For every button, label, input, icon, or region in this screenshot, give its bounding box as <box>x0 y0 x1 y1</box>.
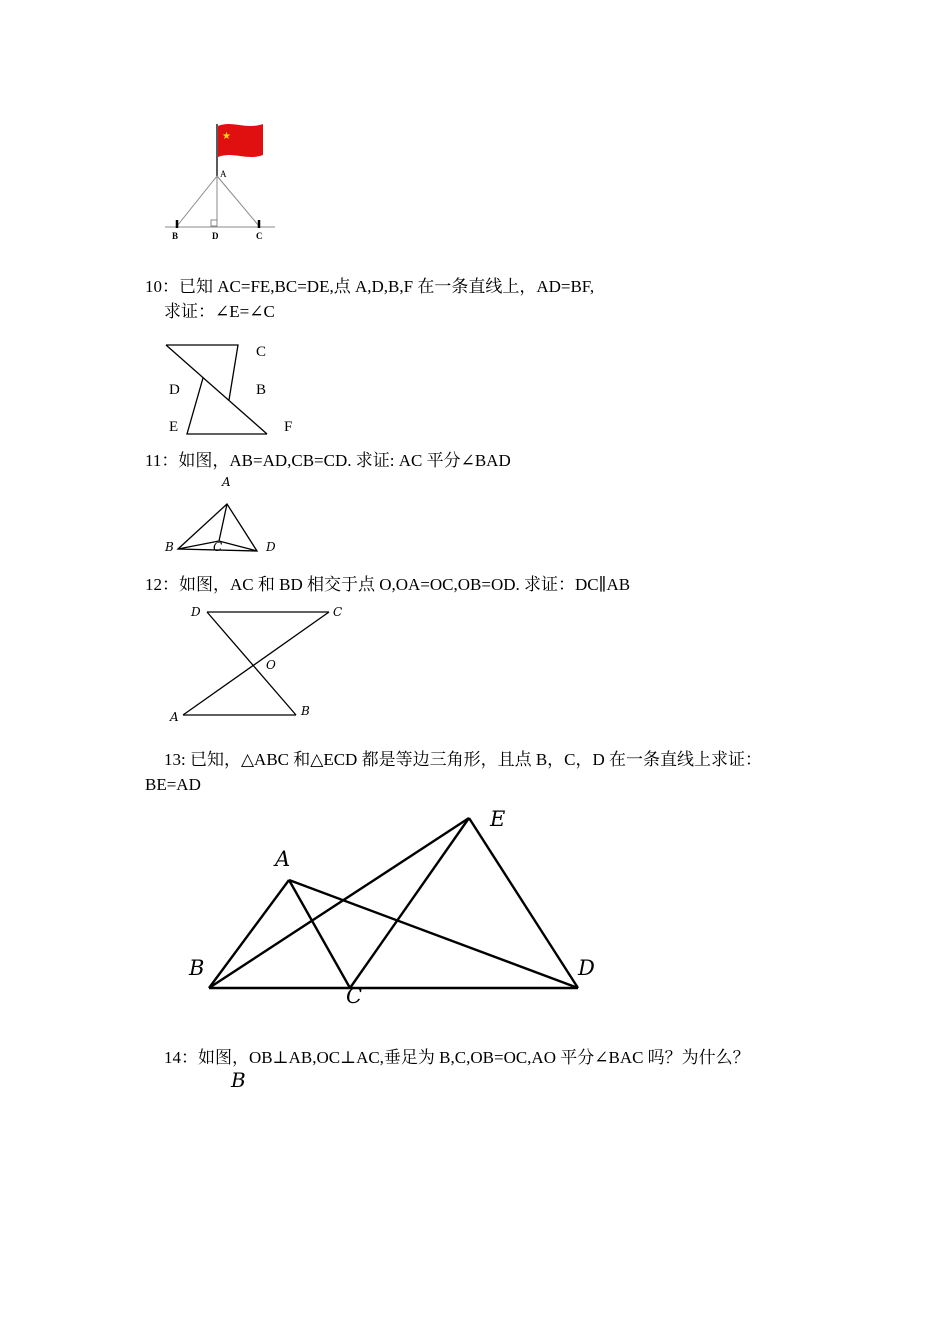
q10-line1: 10：已知 AC=FE,BC=DE,点 A,D,B,F 在一条直线上，AD=BF, <box>145 277 595 296</box>
svg-text:★: ★ <box>222 131 231 142</box>
q10-line2: 求证：∠E=∠C <box>164 302 275 321</box>
q12-label-b: B <box>301 704 310 718</box>
q11-label-c: C <box>213 540 223 554</box>
fig9-label-d: D <box>212 231 219 241</box>
fig9-label-c: C <box>256 231 263 241</box>
q14-text: 14：如图，OB⊥AB,OC⊥AC,垂足为 B,C,OB=OC,AO 平分∠BAC 吗？为什么？ <box>164 1048 750 1067</box>
q12-label-a: A <box>170 710 179 724</box>
q13-label-e: E <box>490 807 506 831</box>
q12-label-c: C <box>333 605 343 619</box>
q13-line2: BE=AD <box>145 775 201 794</box>
q10-label-f: F <box>284 419 293 435</box>
q11-text: 11：如图，AB=AD,CB=CD. 求证: AC 平分∠BAD <box>145 451 511 470</box>
q11-label-d: D <box>266 540 276 554</box>
q13-label-a: A <box>275 847 291 871</box>
q13-line1: 13: 已知，△ABC 和△ECD 都是等边三角形，且点 B，C，D 在一条直线上求证： <box>164 750 763 769</box>
q10-label-e: E <box>169 419 179 435</box>
q14-label-b: B <box>231 1068 246 1092</box>
fig9-label-a: A <box>220 169 227 179</box>
q13-label-d: D <box>578 956 595 980</box>
q12-label-d: D <box>191 605 201 619</box>
q12-label-o: O <box>266 658 276 672</box>
q10-label-d: D <box>169 382 180 398</box>
q10-label-b: B <box>256 382 267 398</box>
q11-label-a: A <box>222 475 231 489</box>
q11-label-b: B <box>165 540 174 554</box>
q13-label-b: B <box>189 956 205 980</box>
q10-label-c: C <box>256 344 267 360</box>
q12-text: 12：如图，AC 和 BD 相交于点 O,OA=OC,OB=OD. 求证：DC∥AB <box>145 575 631 594</box>
q13-label-c: C <box>346 984 363 1008</box>
fig9-label-b: B <box>172 231 179 241</box>
